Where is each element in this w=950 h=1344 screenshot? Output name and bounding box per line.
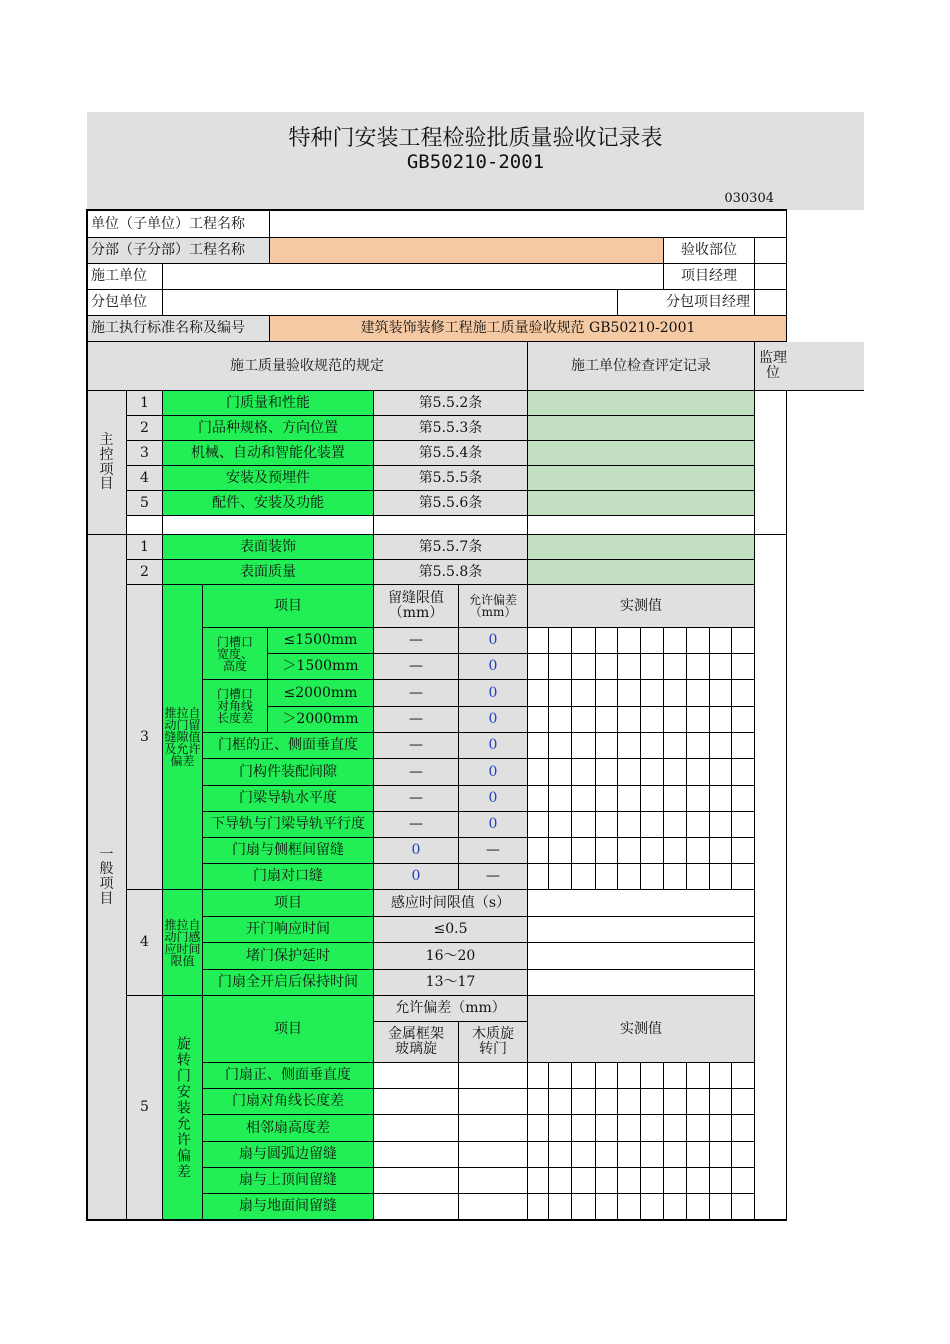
standard-code: GB50210-2001 xyxy=(406,151,545,174)
measured-value-cell[interactable] xyxy=(687,1194,710,1220)
measured-value-cell[interactable] xyxy=(572,707,596,733)
sliding-item-name: 门扇与侧框间留缝 xyxy=(203,838,374,864)
measured-value-cell[interactable] xyxy=(572,1089,596,1115)
measured-value-cell[interactable] xyxy=(641,812,664,838)
measured-value-cell[interactable] xyxy=(596,1168,618,1194)
revolving-item-name: 扇与地面间留缝 xyxy=(203,1194,374,1220)
clause-reference: 第5.5.3条 xyxy=(374,416,528,441)
measured-value-cell[interactable] xyxy=(732,628,755,654)
measured-value-cell[interactable] xyxy=(641,1089,664,1115)
tolerance-value: 0 xyxy=(459,759,528,786)
measured-value-cell[interactable] xyxy=(732,1142,755,1168)
measured-value-cell[interactable] xyxy=(641,680,664,707)
grid-rule xyxy=(786,535,787,1220)
contractor-record-header: 施工单位检查评定记录 xyxy=(528,342,755,391)
main-control-item-name: 配件、安装及功能 xyxy=(163,491,374,516)
measured-value-cell[interactable] xyxy=(572,654,596,680)
contractor-check-cell[interactable] xyxy=(528,441,755,466)
item-number: 4 xyxy=(127,466,163,491)
measured-value-cell[interactable] xyxy=(549,864,572,890)
form-title: 特种门安装工程检验批质量验收记录表 xyxy=(288,126,663,152)
measured-value-cell[interactable] xyxy=(710,680,732,707)
measured-value-cell[interactable] xyxy=(596,654,618,680)
revolving-door-label: 旋转门安装允许偏差 xyxy=(163,996,203,1220)
measured-value-cell[interactable] xyxy=(549,838,572,864)
contractor-check-cell[interactable] xyxy=(528,466,755,491)
measured-value-cell[interactable] xyxy=(596,1194,618,1220)
measured-value-cell[interactable] xyxy=(641,838,664,864)
unit-project-value[interactable] xyxy=(270,211,787,238)
measured-value-cell[interactable] xyxy=(641,759,664,786)
item-header: 项目 xyxy=(203,585,374,628)
measured-value-cell[interactable] xyxy=(641,707,664,733)
supervisor-cell xyxy=(755,535,787,1220)
measured-value-cell[interactable] xyxy=(664,759,687,786)
sliding-item-name: 门框的正、侧面垂直度 xyxy=(203,733,374,759)
measured-value-cell[interactable] xyxy=(664,786,687,812)
measured-value-cell[interactable] xyxy=(664,864,687,890)
measured-value-cell[interactable] xyxy=(664,628,687,654)
main-control-item-name: 门质量和性能 xyxy=(163,391,374,416)
grid-rule xyxy=(86,1219,787,1221)
measured-value-cell[interactable] xyxy=(641,654,664,680)
measured-value-cell[interactable] xyxy=(710,1168,732,1194)
sensor-limit-value: ≤0.5 xyxy=(374,917,528,943)
measured-value-cell[interactable] xyxy=(687,1089,710,1115)
measured-value-cell[interactable] xyxy=(572,1194,596,1220)
standard-value: 建筑装饰装修工程施工质量验收规范 GB50210-2001 xyxy=(270,316,787,342)
item-number: 4 xyxy=(127,890,163,996)
clause-reference: 第5.5.2条 xyxy=(374,391,528,416)
measured-value-cell[interactable] xyxy=(664,1142,687,1168)
metal-tolerance-cell[interactable] xyxy=(374,1142,459,1168)
measured-value-cell[interactable] xyxy=(596,838,618,864)
measured-value-cell[interactable] xyxy=(732,1089,755,1115)
measured-value-cell[interactable] xyxy=(572,733,596,759)
measured-value-cell[interactable] xyxy=(664,733,687,759)
measured-value-cell[interactable] xyxy=(528,1142,549,1168)
measured-value-cell[interactable] xyxy=(687,786,710,812)
clause-reference: 第5.5.8条 xyxy=(374,560,528,585)
measured-value-cell[interactable] xyxy=(710,864,732,890)
sensor-limit-header: 感应时间限值（s） xyxy=(374,890,528,917)
sliding-item-name: 下导轨与门梁导轨平行度 xyxy=(203,812,374,838)
sub-project-label: 分部（子分部）工程名称 xyxy=(87,238,270,264)
metal-tolerance-cell[interactable] xyxy=(374,1194,459,1220)
measured-value-cell[interactable] xyxy=(596,733,618,759)
measured-value-cell[interactable] xyxy=(549,1142,572,1168)
measured-header: 实测值 xyxy=(528,585,755,628)
gap-limit-value: 0 xyxy=(374,838,459,864)
metal-tolerance-cell[interactable] xyxy=(374,1168,459,1194)
clause-reference: 第5.5.5条 xyxy=(374,466,528,491)
measured-value-cell[interactable] xyxy=(732,1194,755,1220)
measured-value-cell[interactable] xyxy=(687,838,710,864)
measured-value-cell[interactable] xyxy=(664,1194,687,1220)
measured-value-cell[interactable] xyxy=(732,707,755,733)
measured-value-cell[interactable] xyxy=(710,759,732,786)
measured-value-cell[interactable] xyxy=(710,1089,732,1115)
measured-value-cell[interactable] xyxy=(528,654,549,680)
measured-value-cell[interactable] xyxy=(618,1168,641,1194)
blank-cell xyxy=(528,890,755,917)
standard-label: 施工执行标准名称及编号 xyxy=(87,316,270,342)
tolerance-value: 0 xyxy=(459,628,528,654)
blank-cell xyxy=(528,917,755,943)
measured-value-cell[interactable] xyxy=(664,838,687,864)
clause-reference: 第5.5.7条 xyxy=(374,535,528,560)
wood-revolving-header: 木质旋 转门 xyxy=(459,1022,528,1063)
contractor-check-cell[interactable] xyxy=(528,416,755,441)
measured-value-cell[interactable] xyxy=(710,812,732,838)
measured-value-cell[interactable] xyxy=(596,680,618,707)
measured-value-cell[interactable] xyxy=(641,1168,664,1194)
tolerance-value: — xyxy=(459,838,528,864)
supervisor-cell xyxy=(755,391,787,535)
measured-value-cell[interactable] xyxy=(687,1063,710,1089)
measured-value-cell[interactable] xyxy=(664,1063,687,1089)
measured-value-cell[interactable] xyxy=(732,733,755,759)
measured-value-cell[interactable] xyxy=(710,1115,732,1142)
measured-value-cell[interactable] xyxy=(596,812,618,838)
measured-value-cell[interactable] xyxy=(549,628,572,654)
measured-value-cell[interactable] xyxy=(549,680,572,707)
gap-limit-header: 留缝限值 （mm） xyxy=(374,585,459,628)
blank-cell xyxy=(528,970,755,996)
gap-limit-value: — xyxy=(374,812,459,838)
measured-value-cell[interactable] xyxy=(687,1115,710,1142)
measured-value-cell[interactable] xyxy=(687,812,710,838)
measured-value-cell[interactable] xyxy=(732,1115,755,1142)
measured-value-cell[interactable] xyxy=(664,680,687,707)
revolving-item-name: 扇与圆弧边留缝 xyxy=(203,1142,374,1168)
measured-value-cell[interactable] xyxy=(710,786,732,812)
item-number: 3 xyxy=(127,441,163,466)
measured-value-cell[interactable] xyxy=(618,707,641,733)
measured-value-cell[interactable] xyxy=(549,654,572,680)
measured-value-cell[interactable] xyxy=(732,680,755,707)
measured-value-cell[interactable] xyxy=(618,812,641,838)
measured-value-cell[interactable] xyxy=(528,1194,549,1220)
project-manager-value[interactable] xyxy=(755,264,787,290)
measured-value-cell[interactable] xyxy=(664,812,687,838)
measured-value-cell[interactable] xyxy=(572,680,596,707)
measured-value-cell[interactable] xyxy=(710,1063,732,1089)
measured-value-cell[interactable] xyxy=(549,786,572,812)
subcontract-unit-value[interactable] xyxy=(163,290,618,316)
measured-value-cell[interactable] xyxy=(596,707,618,733)
subcontract-manager-label: 分包项目经理 xyxy=(618,290,755,316)
general-item-name: 表面装饰 xyxy=(163,535,374,560)
size-range: ≤1500mm xyxy=(268,628,374,654)
item-number: 1 xyxy=(127,391,163,416)
measured-value-cell[interactable] xyxy=(549,1168,572,1194)
measured-value-cell[interactable] xyxy=(710,733,732,759)
blank-cell xyxy=(163,516,374,535)
measured-value-cell[interactable] xyxy=(664,1168,687,1194)
measured-value-cell[interactable] xyxy=(732,864,755,890)
measured-value-cell[interactable] xyxy=(572,838,596,864)
measured-value-cell[interactable] xyxy=(572,786,596,812)
sliding-item-name: 门扇对口缝 xyxy=(203,864,374,890)
measured-value-cell[interactable] xyxy=(687,707,710,733)
gap-limit-value: — xyxy=(374,680,459,707)
measured-header: 实测值 xyxy=(528,996,755,1063)
measured-value-cell[interactable] xyxy=(641,733,664,759)
measured-value-cell[interactable] xyxy=(596,1063,618,1089)
tolerance-value: — xyxy=(459,864,528,890)
measured-value-cell[interactable] xyxy=(596,786,618,812)
gap-limit-value: 0 xyxy=(374,864,459,890)
measured-value-cell[interactable] xyxy=(664,654,687,680)
blank-cell xyxy=(528,943,755,970)
measured-value-cell[interactable] xyxy=(687,654,710,680)
sliding-door-label: 推拉自动门留缝隙值及允许偏差 xyxy=(163,585,203,890)
slot-diagonal-label: 门槽口 对角线 长度差 xyxy=(203,680,268,733)
measured-value-cell[interactable] xyxy=(641,1142,664,1168)
measured-value-cell[interactable] xyxy=(572,1168,596,1194)
measured-value-cell[interactable] xyxy=(528,864,549,890)
tolerance-value: 0 xyxy=(459,786,528,812)
item-number: 3 xyxy=(127,585,163,890)
revolving-item-name: 相邻扇高度差 xyxy=(203,1115,374,1142)
measured-value-cell[interactable] xyxy=(710,1194,732,1220)
measured-value-cell[interactable] xyxy=(618,864,641,890)
wood-tolerance-cell[interactable] xyxy=(459,1142,528,1168)
measured-value-cell[interactable] xyxy=(618,1063,641,1089)
size-range: ＞1500mm xyxy=(268,654,374,680)
sensor-item-name: 开门响应时间 xyxy=(203,917,374,943)
measured-value-cell[interactable] xyxy=(528,733,549,759)
metal-tolerance-cell[interactable] xyxy=(374,1089,459,1115)
measured-value-cell[interactable] xyxy=(710,1142,732,1168)
measured-value-cell[interactable] xyxy=(596,1115,618,1142)
gap-limit-value: — xyxy=(374,628,459,654)
measured-value-cell[interactable] xyxy=(618,680,641,707)
measured-value-cell[interactable] xyxy=(732,759,755,786)
tolerance-value: 0 xyxy=(459,707,528,733)
sliding-item-name: 门构件装配间隙 xyxy=(203,759,374,786)
tolerance-value: 0 xyxy=(459,680,528,707)
measured-value-cell[interactable] xyxy=(528,680,549,707)
measured-value-cell[interactable] xyxy=(528,707,549,733)
sensor-item-name: 堵门保护延时 xyxy=(203,943,374,970)
measured-value-cell[interactable] xyxy=(732,654,755,680)
measured-value-cell[interactable] xyxy=(549,1063,572,1089)
measured-value-cell[interactable] xyxy=(618,1115,641,1142)
measured-value-cell[interactable] xyxy=(732,1063,755,1089)
sub-project-value[interactable] xyxy=(270,238,664,264)
clause-reference: 第5.5.4条 xyxy=(374,441,528,466)
sensor-door-label: 推拉自动门感应时间限值 xyxy=(163,890,203,996)
spec-column-header: 施工质量验收规范的规定 xyxy=(87,342,528,391)
measured-value-cell[interactable] xyxy=(687,1142,710,1168)
wood-tolerance-cell[interactable] xyxy=(459,1194,528,1220)
item-number: 2 xyxy=(127,560,163,585)
sensor-limit-value: 16～20 xyxy=(374,943,528,970)
measured-value-cell[interactable] xyxy=(549,1089,572,1115)
main-control-item-name: 门品种规格、方向位置 xyxy=(163,416,374,441)
measured-value-cell[interactable] xyxy=(618,654,641,680)
item-header: 项目 xyxy=(203,996,374,1063)
sliding-item-name: 门梁导轨水平度 xyxy=(203,786,374,812)
measured-value-cell[interactable] xyxy=(528,1089,549,1115)
measured-value-cell[interactable] xyxy=(572,1063,596,1089)
measured-value-cell[interactable] xyxy=(572,1142,596,1168)
construction-unit-label: 施工单位 xyxy=(87,264,163,290)
general-item-name: 表面质量 xyxy=(163,560,374,585)
measured-value-cell[interactable] xyxy=(549,1194,572,1220)
slot-width-height-label: 门槽口 宽度、 高度 xyxy=(203,628,268,680)
measured-value-cell[interactable] xyxy=(549,1115,572,1142)
measured-value-cell[interactable] xyxy=(664,707,687,733)
measured-value-cell[interactable] xyxy=(732,786,755,812)
revolving-item-name: 扇与上顶间留缝 xyxy=(203,1168,374,1194)
measured-value-cell[interactable] xyxy=(572,759,596,786)
unit-project-label: 单位（子单位）工程名称 xyxy=(87,211,270,238)
metal-tolerance-cell[interactable] xyxy=(374,1115,459,1142)
grid-rule xyxy=(86,209,88,1221)
measured-value-cell[interactable] xyxy=(596,628,618,654)
measured-value-cell[interactable] xyxy=(528,1063,549,1089)
tolerance-value: 0 xyxy=(459,654,528,680)
tolerance-value: 0 xyxy=(459,812,528,838)
measured-value-cell[interactable] xyxy=(710,707,732,733)
measured-value-cell[interactable] xyxy=(641,628,664,654)
acceptance-part-value[interactable] xyxy=(755,238,787,264)
measured-value-cell[interactable] xyxy=(710,838,732,864)
metal-revolving-header: 金属框架 玻璃旋 xyxy=(374,1022,459,1063)
gap-limit-value: — xyxy=(374,786,459,812)
measured-value-cell[interactable] xyxy=(710,654,732,680)
measured-value-cell[interactable] xyxy=(618,1194,641,1220)
measured-value-cell[interactable] xyxy=(732,1168,755,1194)
construction-unit-value[interactable] xyxy=(163,264,664,290)
measured-value-cell[interactable] xyxy=(732,838,755,864)
measured-value-cell[interactable] xyxy=(732,812,755,838)
measured-value-cell[interactable] xyxy=(664,1115,687,1142)
tolerance-value: 0 xyxy=(459,733,528,759)
main-control-item-name: 机械、自动和智能化装置 xyxy=(163,441,374,466)
measured-value-cell[interactable] xyxy=(596,864,618,890)
wood-tolerance-cell[interactable] xyxy=(459,1063,528,1089)
measured-value-cell[interactable] xyxy=(618,786,641,812)
contractor-check-cell[interactable] xyxy=(528,535,755,560)
measured-value-cell[interactable] xyxy=(528,628,549,654)
revolving-item-name: 门扇正、侧面垂直度 xyxy=(203,1063,374,1089)
grid-rule xyxy=(786,391,787,535)
measured-value-cell[interactable] xyxy=(641,864,664,890)
measured-value-cell[interactable] xyxy=(572,1115,596,1142)
gap-limit-value: — xyxy=(374,759,459,786)
contractor-check-cell[interactable] xyxy=(528,560,755,585)
measured-value-cell[interactable] xyxy=(710,628,732,654)
subcontract-manager-value[interactable] xyxy=(755,290,787,316)
sensor-item-name: 门扇全开启后保持时间 xyxy=(203,970,374,996)
measured-value-cell[interactable] xyxy=(549,812,572,838)
form-number: 030304 xyxy=(724,191,774,207)
project-manager-label: 项目经理 xyxy=(664,264,755,290)
measured-value-cell[interactable] xyxy=(528,1115,549,1142)
item-number: 1 xyxy=(127,535,163,560)
measured-value-cell[interactable] xyxy=(596,1089,618,1115)
revolving-item-name: 门扇对角线长度差 xyxy=(203,1089,374,1115)
measured-value-cell[interactable] xyxy=(572,864,596,890)
measured-value-cell[interactable] xyxy=(618,759,641,786)
main-control-item-name: 安装及预埋件 xyxy=(163,466,374,491)
measured-value-cell[interactable] xyxy=(641,1194,664,1220)
contractor-check-cell[interactable] xyxy=(528,491,755,516)
contractor-check-cell[interactable] xyxy=(528,391,755,416)
measured-value-cell[interactable] xyxy=(618,1089,641,1115)
measured-value-cell[interactable] xyxy=(641,1063,664,1089)
main-control-label: 主 控 项 目 xyxy=(87,391,127,535)
item-header: 项目 xyxy=(203,890,374,917)
measured-value-cell[interactable] xyxy=(528,1168,549,1194)
measured-value-cell[interactable] xyxy=(528,838,549,864)
measured-value-cell[interactable] xyxy=(687,864,710,890)
subcontract-unit-label: 分包单位 xyxy=(87,290,163,316)
measured-value-cell[interactable] xyxy=(528,759,549,786)
measured-value-cell[interactable] xyxy=(618,1142,641,1168)
measured-value-cell[interactable] xyxy=(687,1168,710,1194)
blank-cell xyxy=(127,516,163,535)
general-items-label: 一 般 项 目 xyxy=(87,535,127,1220)
sensor-limit-value: 13～17 xyxy=(374,970,528,996)
metal-tolerance-cell[interactable] xyxy=(374,1063,459,1089)
measured-value-cell[interactable] xyxy=(618,838,641,864)
measured-value-cell[interactable] xyxy=(618,733,641,759)
measured-value-cell[interactable] xyxy=(687,680,710,707)
item-number: 5 xyxy=(127,491,163,516)
measured-value-cell[interactable] xyxy=(572,628,596,654)
measured-value-cell[interactable] xyxy=(572,812,596,838)
measured-value-cell[interactable] xyxy=(687,759,710,786)
measured-value-cell[interactable] xyxy=(549,759,572,786)
tolerance-header: 允许偏差（mm） xyxy=(374,996,528,1022)
measured-value-cell[interactable] xyxy=(528,786,549,812)
measured-value-cell[interactable] xyxy=(641,1115,664,1142)
measured-value-cell[interactable] xyxy=(641,786,664,812)
measured-value-cell[interactable] xyxy=(549,707,572,733)
measured-value-cell[interactable] xyxy=(549,733,572,759)
measured-value-cell[interactable] xyxy=(618,628,641,654)
measured-value-cell[interactable] xyxy=(528,812,549,838)
acceptance-part-label: 验收部位 xyxy=(664,238,755,264)
wood-tolerance-cell[interactable] xyxy=(459,1168,528,1194)
measured-value-cell[interactable] xyxy=(596,759,618,786)
size-range: ≤2000mm xyxy=(268,680,374,707)
supervisor-record-header: 监理 位 xyxy=(755,342,864,391)
item-number: 2 xyxy=(127,416,163,441)
measured-value-cell[interactable] xyxy=(596,1142,618,1168)
item-number: 5 xyxy=(127,996,163,1220)
wood-tolerance-cell[interactable] xyxy=(459,1115,528,1142)
measured-value-cell[interactable] xyxy=(664,1089,687,1115)
size-range: ＞2000mm xyxy=(268,707,374,733)
gap-limit-value: — xyxy=(374,654,459,680)
wood-tolerance-cell[interactable] xyxy=(459,1089,528,1115)
tolerance-header: 允许偏差 （mm） xyxy=(459,585,528,628)
blank-cell xyxy=(528,516,755,535)
gap-limit-value: — xyxy=(374,707,459,733)
measured-value-cell[interactable] xyxy=(687,628,710,654)
gap-limit-value: — xyxy=(374,733,459,759)
clause-reference: 第5.5.6条 xyxy=(374,491,528,516)
blank-cell xyxy=(374,516,528,535)
measured-value-cell[interactable] xyxy=(687,733,710,759)
